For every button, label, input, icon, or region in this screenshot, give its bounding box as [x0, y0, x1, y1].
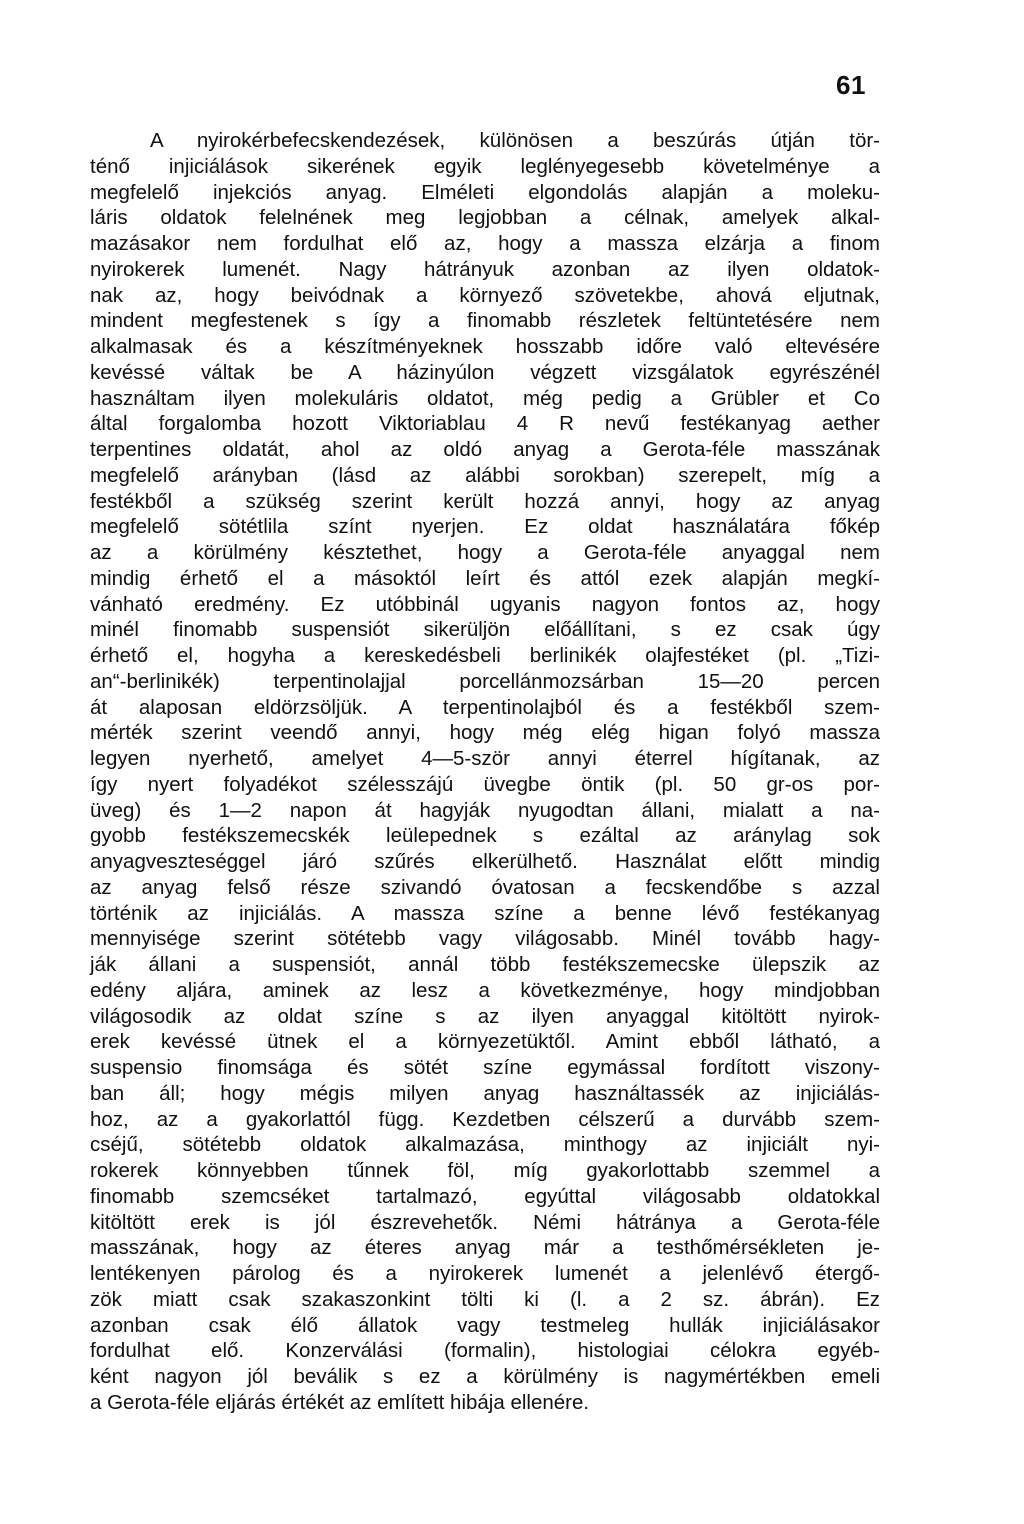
text-line: gyobb festékszemecskék leülepednek s ezáltal az aránylag sok — [90, 824, 880, 848]
text-line: terpentines oldatát, ahol az oldó anyag a Gerota-féle masszának — [90, 438, 880, 461]
text-line: az anyag felső része szivandó óvatosan a fecskendőbe s azzal — [90, 875, 880, 899]
text-line: ténő injiciálások sikerének egyik leglényegesebb követelménye a — [90, 154, 880, 178]
text-line: legyen nyerhető, amelyet 4—5-ször annyi éterrel hígítanak, az — [90, 747, 880, 770]
text-line: üveg) és 1—2 napon át hagyják nyugodtan állani, mialatt a na- — [90, 798, 880, 822]
text-line: hoz, az a gyakorlattól függ. Kezdetben célszerű a durvább szem- — [90, 1107, 880, 1131]
text-line: alkalmasak és a készítményeknek hosszabb időre való eltevésére — [90, 335, 880, 358]
text-line: történik az injiciálás. A massza színe a benne lévő festékanyag — [90, 901, 880, 925]
text-line: finomabb szemcséket tartalmazó, egyúttal világosabb oldatokkal — [90, 1184, 880, 1208]
text-line: suspensio finomsága és sötét színe egymással fordított viszony- — [90, 1056, 880, 1079]
text-line: át alaposan eldörzsöljük. A terpentinolajból és a festékből szem- — [90, 695, 880, 719]
text-line: edény aljára, aminek az lesz a következménye, hogy mindjobban — [90, 978, 880, 1002]
text-line: mérték szerint veendő annyi, hogy még elég higan folyó massza — [90, 721, 880, 745]
text-line: által forgalomba hozott Viktoriablau 4 R nevű festékanyag aether — [90, 412, 880, 436]
text-line: kevéssé váltak be A házinyúlon végzett vizsgálatok egyrészénél — [90, 360, 880, 384]
text-line: használtam ilyen molekuláris oldatot, még pedig a Grübler et Co — [90, 386, 880, 410]
text-line: masszának, hogy az éteres anyag már a testhőmérsékleten je- — [90, 1236, 880, 1260]
text-line: megfelelő sötétlila színt nyerjen. Ez oldat használatára főkép — [90, 515, 880, 539]
text-line: zök miatt csak szakaszonkint tölti ki (l. a 2 sz. ábrán). Ez — [90, 1287, 880, 1311]
text-line: ban áll; hogy mégis milyen anyag használtassék az injiciálás- — [90, 1081, 880, 1105]
text-line: an“-berlinikék) terpentinolajjal porcellánmozsárban 15—20 percen — [90, 669, 880, 693]
text-line: ként nagyon jól beválik s ez a körülmény is nagymértékben emeli — [90, 1365, 880, 1388]
text-line: A nyirokérbefecskendezések, különösen a beszúrás útján tör- — [150, 129, 880, 152]
text-line: mennyisége szerint sötétebb vagy világosabb. Minél tovább hagy- — [90, 927, 880, 951]
body-text — [90, 128, 880, 1416]
text-line: így nyert folyadékot szélesszájú üvegbe öntik (pl. 50 gr-os por- — [90, 772, 880, 796]
text-line: festékből a szükség szerint került hozzá annyi, hogy az anyag — [90, 489, 880, 513]
text-line: anyagveszteséggel járó szűrés elkerülhető. Használat előtt mindig — [90, 850, 880, 873]
text-line: lentékenyen párolog és a nyirokerek lumenét a jelenlévő étergő- — [90, 1262, 880, 1285]
text-line: kitöltött erek is jól észrevehetők. Némi hátránya a Gerota-féle — [90, 1210, 880, 1234]
text-line: mazásakor nem fordulhat elő az, hogy a massza elzárja a finom — [90, 232, 880, 255]
text-line: nak az, hogy beivódnak a környező szövetekbe, ahová eljutnak, — [90, 283, 880, 307]
text-line: minél finomabb suspensiót sikerüljön előállítani, s ez csak úgy — [90, 618, 880, 642]
text-line: rokerek könnyebben tűnnek föl, míg gyakorlottabb szemmel a — [90, 1159, 880, 1182]
text-line: ják állani a suspensiót, annál több festékszemecske ülepszik az — [90, 953, 880, 976]
page-number: 61 — [836, 70, 866, 100]
text-line: az a körülmény késztethet, hogy a Gerota-féle anyaggal nem — [90, 541, 880, 564]
text-line: cséjű, sötétebb oldatok alkalmazása, minthogy az injiciált nyi- — [90, 1133, 880, 1157]
text-line: nyirokerek lumenét. Nagy hátrányuk azonban az ilyen oldatok- — [90, 257, 880, 281]
text-line: érhető el, hogyha a kereskedésbeli berlinikék olajfestéket (pl. „Tizi- — [90, 644, 880, 667]
text-line: világosodik az oldat színe s az ilyen anyaggal kitöltött nyirok- — [90, 1004, 880, 1028]
text-line: mindig érhető el a másoktól leírt és attól ezek alapján megkí- — [90, 566, 880, 590]
text-line: erek kevéssé ütnek el a környezetüktől. Amint ebből látható, a — [90, 1030, 880, 1054]
text-line: megfelelő injekciós anyag. Elméleti elgondolás alapján a moleku- — [90, 180, 880, 204]
text-line: mindent megfestenek s így a finomabb részletek feltüntetésére nem — [90, 309, 880, 333]
text-line: megfelelő arányban (lásd az alábbi sorokban) szerepelt, míg a — [90, 463, 880, 487]
text-line: a Gerota-féle eljárás értékét az említett hibája ellenére. — [90, 1390, 590, 1414]
text-line: láris oldatok felelnének meg legjobban a célnak, amelyek alkal- — [90, 206, 880, 230]
text-line: vánható eredmény. Ez utóbbinál ugyanis nagyon fontos az, hogy — [90, 592, 880, 616]
text-line: azonban csak élő állatok vagy testmeleg hullák injiciálásakor — [90, 1313, 880, 1337]
text-line: fordulhat elő. Konzerválási (formalin), histologiai célokra egyéb- — [90, 1339, 880, 1363]
